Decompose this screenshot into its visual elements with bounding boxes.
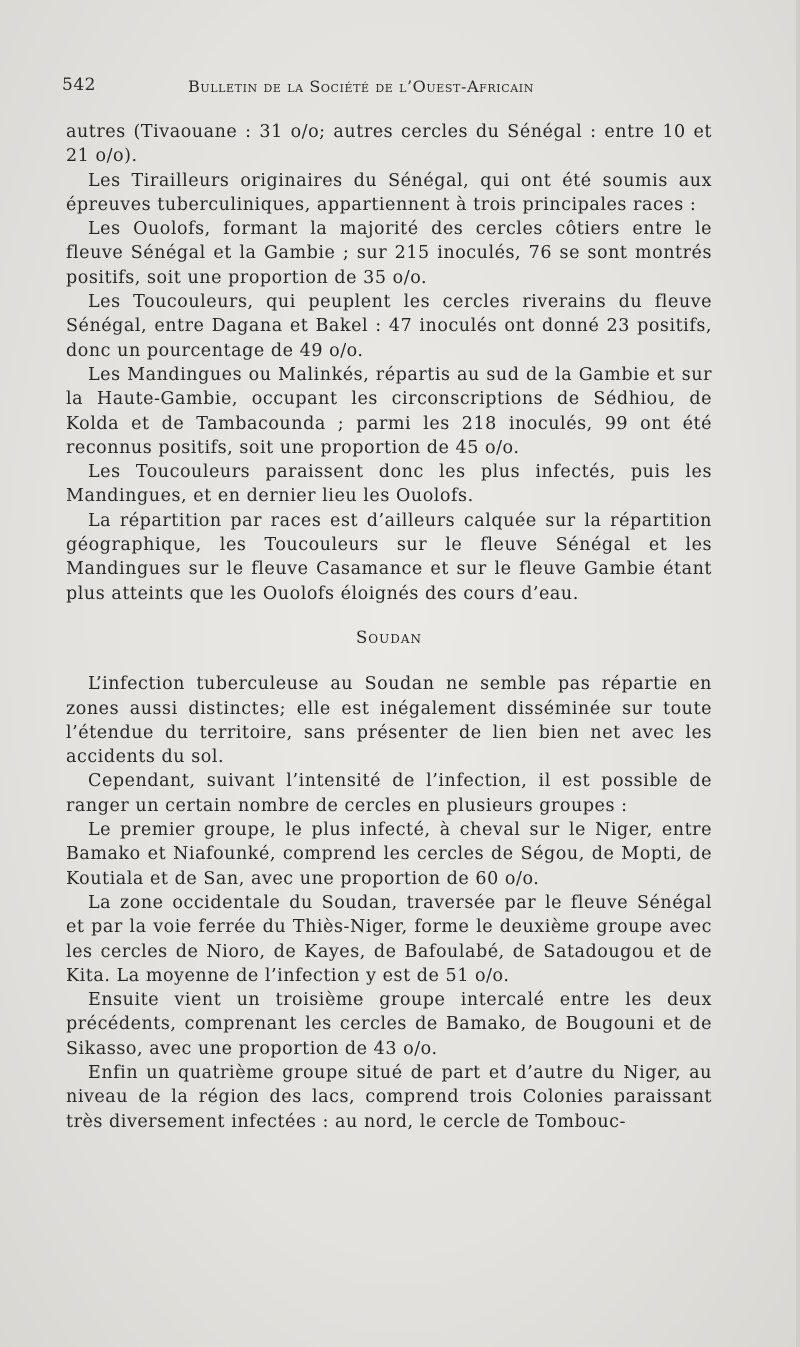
paragraph-first-group: Le premier groupe, le plus infecté, à cheval sur le Niger, entre Bamako et Niafounké, comprend les cercles de Ségou, de Mopti, de Koutiala et de San, avec une proportion de 60 o/o.: [66, 820, 712, 889]
body-text: [66, 120, 712, 1134]
section-title-soudan: Soudan: [355, 627, 423, 647]
paragraph-ouolofs: Les Ouolofs, formant la majorité des cercles côtiers entre le fleuve Sénégal et la Gambie ; sur 215 inoculés, 76 se sont montrés positifs, soit une proportion de 35 o/o.: [66, 219, 712, 288]
page-header: [62, 75, 722, 99]
paragraph-mandingues: Les Mandingues ou Malinkés, répartis au sud de la Gambie et sur la Haute-Gambie, occupant les circonscriptions de Sédhiou, de Kolda et de Tambacounda ; parmi les 218 inoculés, 99 ont été reconnus positifs, soit une proportion de 45 o/o.: [66, 364, 712, 458]
paragraph-soudan-intro: L’infection tuberculeuse au Soudan ne semble pas répartie en zones aussi distinctes; elle est inégalement disséminée sur toute l’étendue du territoire, sans présenter de lien bien net avec les accidents du sol.: [66, 674, 712, 768]
paragraph-second-group: La zone occidentale du Soudan, traversée par le fleuve Sénégal et par la voie ferrée du Thiès-Niger, forme le deuxième groupe avec les cercles de Nioro, de Kayes, de Bafoulabé, de Satadougou et de Kita. La moyenne de l’infection y est de 51 o/o.: [66, 892, 712, 986]
page-number: 542: [62, 75, 96, 95]
paragraph-geographic-distribution: La répartition par races est d’ailleurs calquée sur la répartition géographique, les Toucouleurs sur le fleuve Sénégal et les Mandingues sur le fleuve Casamance et sur le fleuve Gambie étant plus atteints que les Ouolofs éloignés des cours d’eau.: [66, 510, 712, 604]
paragraph-fourth-group: Enfin un quatrième groupe situé de part et d’autre du Niger, au niveau de la région des lacs, comprend trois Colonies paraissant très diversement infectées : au nord, le cercle de Tombouc-: [66, 1062, 712, 1132]
paragraph-comparison: Les Toucouleurs paraissent donc les plus infectés, puis les Mandingues, et en dernier lieu les Ouolofs.: [66, 462, 712, 507]
paragraph-toucouleurs: Les Toucouleurs, qui peuplent les cercles riverains du fleuve Sénégal, entre Dagana et Bakel : 47 inoculés ont donné 23 positifs, donc un pourcentage de 49 o/o.: [66, 292, 712, 361]
running-head: Bulletin de la Société de l’Ouest-Africain: [188, 77, 534, 96]
paragraph-tirailleurs-intro: Les Tirailleurs originaires du Sénégal, qui ont été soumis aux épreuves tuberculiniques, appartiennent à trois principales races :: [66, 170, 712, 215]
paragraph-groups-intro: Cependant, suivant l’intensité de l’infection, il est possible de ranger un certain nombre de cercles en plusieurs groupes :: [66, 771, 712, 816]
page-edge: [796, 0, 800, 1347]
paragraph-third-group: Ensuite vient un troisième groupe intercalé entre les deux précédents, comprenant les cercles de Bamako, de Bougouni et de Sikasso, avec une proportion de 43 o/o.: [66, 990, 712, 1059]
paragraph-continuation: autres (Tivaouane : 31 o/o; autres cercles du Sénégal : entre 10 et 21 o/o).: [66, 122, 712, 167]
